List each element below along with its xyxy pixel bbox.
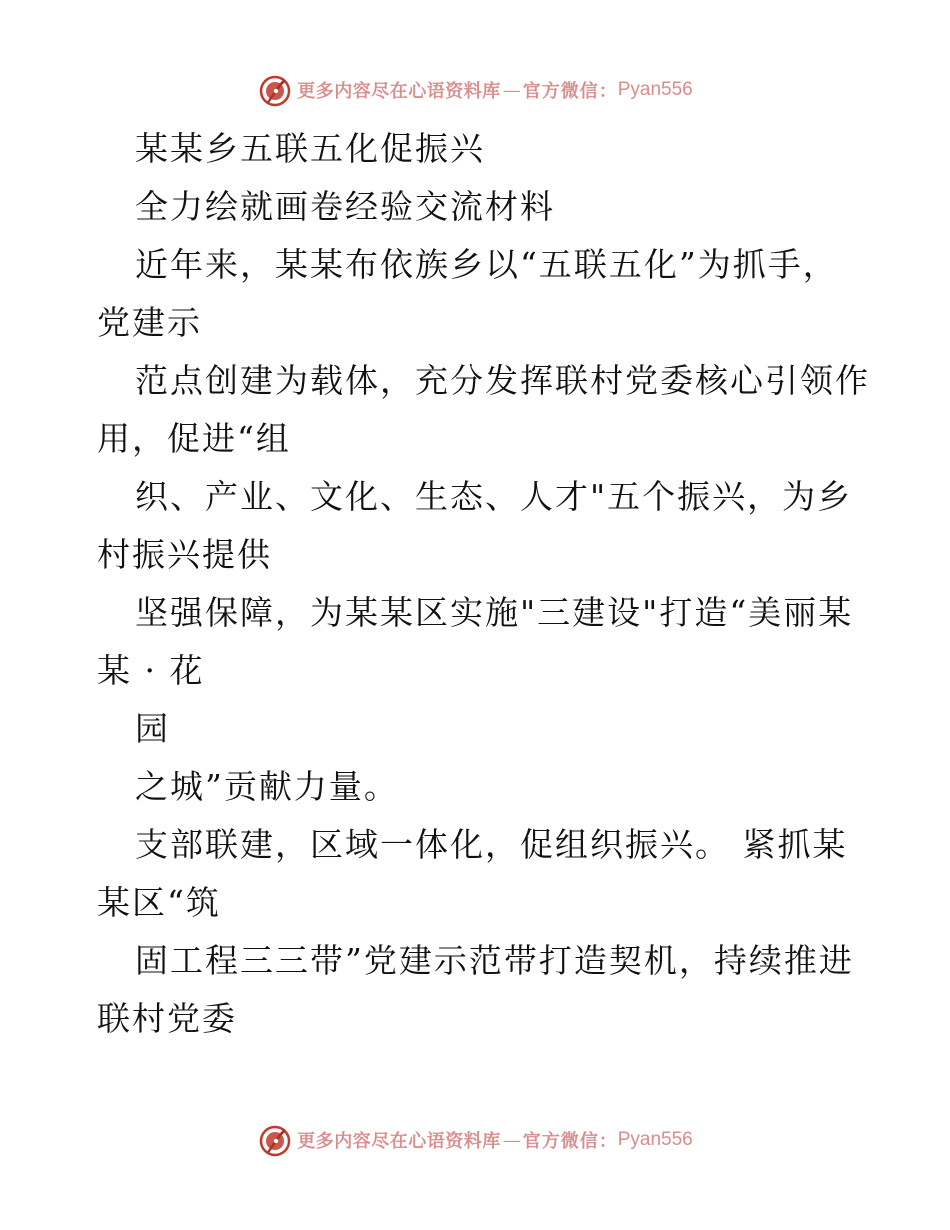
document-line: 某某乡五联五化促振兴 [135,129,485,168]
document-body [97,120,870,1048]
document-line: 园 [135,709,170,748]
wechat-id: Pyan556 [617,1129,693,1150]
pen-logo-icon [257,72,293,108]
document-line: 支部联建，区域一体化，促组织振兴。 紧抓某 [135,825,848,864]
document-line: 近年来，某某布依族乡以“五联五化”为抓手， [135,245,838,284]
document-line: 之城”贡献力量。 [135,767,399,806]
wechat-id: Pyan556 [617,79,693,100]
document-line: 坚强保障，为某某区实施"三建设"打造“美丽某 [135,593,854,632]
pen-logo-icon [257,1122,293,1158]
wechat-label: 官方微信： [522,1131,618,1152]
brand-dash: — [502,79,521,101]
document-line: 党建示 [97,303,202,342]
header-watermark [0,70,950,110]
footer-watermark [0,1120,950,1160]
brand-name: 更多内容尽在心语资料库 [297,81,501,102]
document-line: 范点创建为载体，充分发挥联村党委核心引领作 [135,361,870,400]
document-line: 固工程三三带”党建示范带打造契机，持续推进 [135,941,854,980]
brand-name: 更多内容尽在心语资料库 [297,1131,501,1152]
document-line: 某 · 花 [97,651,205,690]
document-line: 织、产业、文化、生态、人才"五个振兴，为乡 [135,477,853,516]
document-line: 某区“筑 [97,883,221,922]
wechat-label: 官方微信： [522,81,618,102]
document-line: 联村党委 [97,999,237,1038]
document-line: 全力绘就画卷经验交流材料 [135,187,555,226]
brand-dash: — [502,1129,521,1151]
document-line: 用，促进“组 [97,419,291,458]
document-line: 村振兴提供 [97,535,272,574]
